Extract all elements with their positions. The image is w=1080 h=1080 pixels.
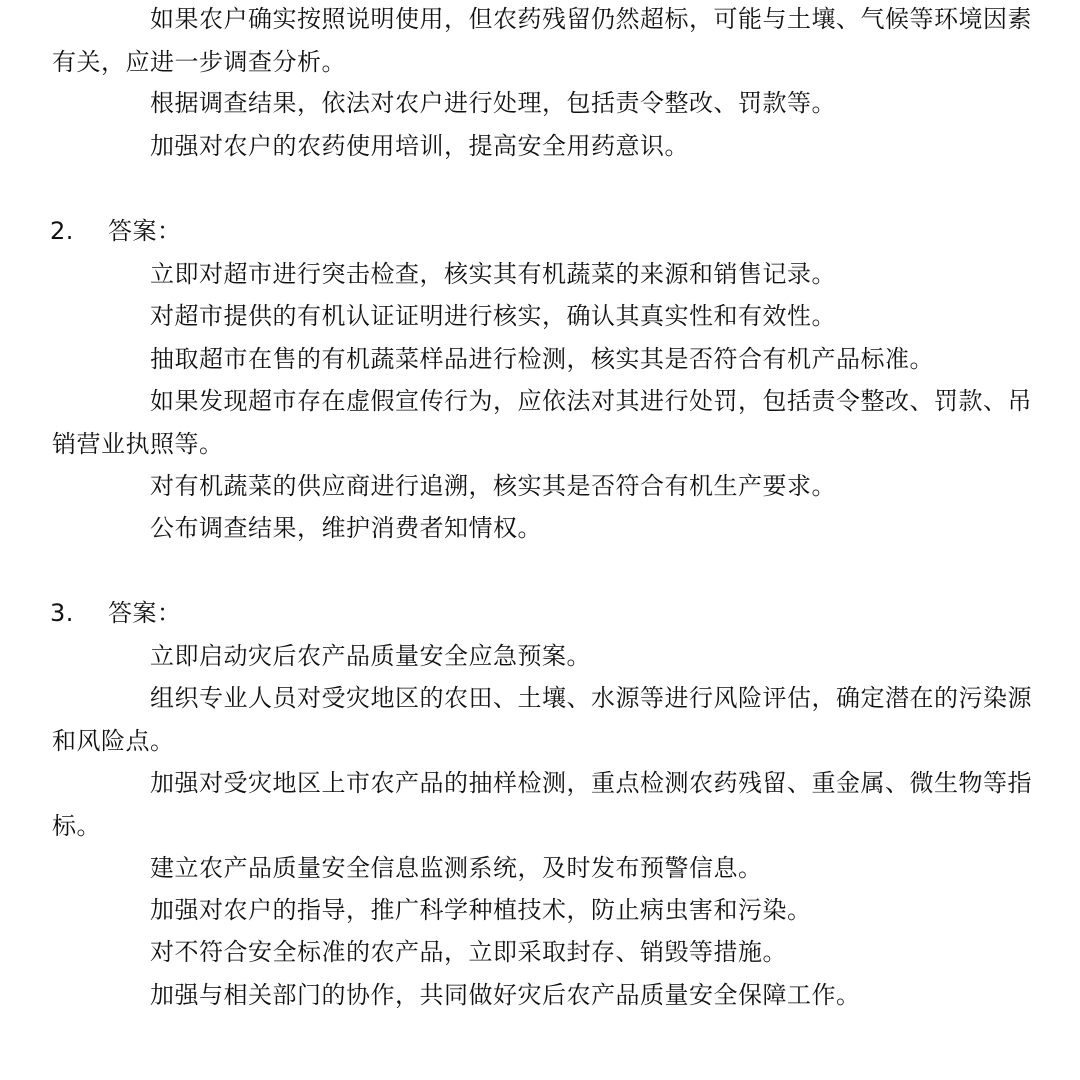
answer-heading [50,210,182,253]
paragraph: 根据调查结果，依法对农户进行处理，包括责令整改、罚款等。 [150,89,836,117]
paragraph: 加强与相关部门的协作，共同做好灾后农产品质量安全保障工作。 [150,981,861,1009]
paragraph: 加强对农户的指导，推广科学种植技术，防止病虫害和污染。 [150,896,812,924]
answer-label: 答案： [108,599,182,627]
paragraph: 组织专业人员对受灾地区的农田、土壤、水源等进行风险评估，确定潜在的污染源和风险点。 [52,684,1032,755]
answer-number: 2. [50,217,74,245]
answer-heading [50,592,182,635]
answer-label: 答案： [108,217,182,245]
paragraph: 立即对超市进行突击检查，核实其有机蔬菜的来源和销售记录。 [150,260,836,288]
paragraph: 对不符合安全标准的农产品，立即采取封存、销毁等措施。 [150,938,787,966]
paragraph: 加强对农户的农药使用培训，提高安全用药意识。 [150,132,689,160]
paragraph: 对有机蔬菜的供应商进行追溯，核实其是否符合有机生产要求。 [150,472,836,500]
paragraph: 立即启动灾后农产品质量安全应急预案。 [150,642,591,670]
answer-number: 3. [50,599,74,627]
paragraph: 加强对受灾地区上市农产品的抽样检测，重点检测农药残留、重金属、微生物等指标。 [52,769,1032,840]
paragraph: 建立农产品质量安全信息监测系统，及时发布预警信息。 [150,854,763,882]
paragraph: 公布调查结果，维护消费者知情权。 [150,514,542,542]
paragraph: 对超市提供的有机认证证明进行核实，确认其真实性和有效性。 [150,302,836,330]
paragraph: 如果发现超市存在虚假宣传行为，应依法对其进行处罚，包括责令整改、罚款、吊销营业执照等。 [52,387,1032,458]
paragraph: 如果农户确实按照说明使用，但农药残留仍然超标，可能与土壤、气候等环境因素有关，应进一步调查分析。 [52,5,1032,76]
paragraph: 抽取超市在售的有机蔬菜样品进行检测，核实其是否符合有机产品标准。 [150,345,934,373]
